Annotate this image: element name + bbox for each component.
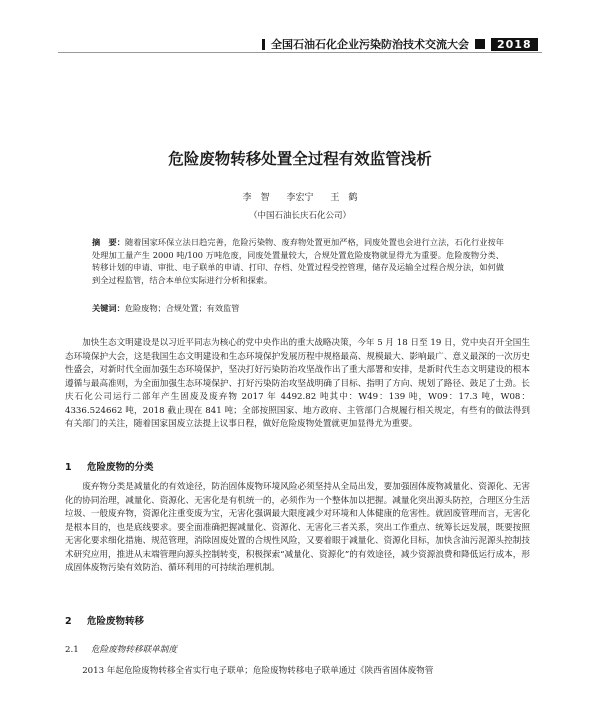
abstract-text: 随着国家环保立法日趋完善，危险污染物、废弃物处置更加严格，同废处置也会进行立法，石化行业按年处理加工量产生 2000 吨/100 万吨危废，同废处置量较大，合规处置危险废物就显得尤为重要。危险废物分类、转移计划的申请、审批、电子联单的申请、打印、存档、处置过程受控管理，储存及运输全过程合规分法，如何做到全过程监管，结合本单位实际进行分析和探索。: [92, 237, 504, 285]
abstract-label: 摘 要：: [92, 237, 125, 247]
conference-header: [262, 36, 600, 52]
keywords: [92, 303, 504, 314]
abstract: [92, 236, 504, 286]
intro-paragraph: 加快生态文明建设是以习近平同志为核心的党中央作出的重大战略决策，今年 5 月 18 日至 19 日，党中央召开全国生态环境保护大会，这是我国生态文明建设和生态环境保护发展历程中规格最高、规模最大、影响最广、意义最深的一次历史性盛会，对新时代全面加强生态环境保护，坚决打好污染防治攻坚战作出了重大部署和安排，是新时代生态文明建设的根本遵循与最高准则，为全面加强生态环境保护、打好污染防治攻坚战明确了目标、指明了方向、规划了路径、鼓足了士劲。长庆石化公司运行二部年产生固废及废弃物 2017 年 4492.82 吨其中：W49：139 吨，W09：17.3 吨，W08：4336.524662 吨，2018 截止现在 841 吨；全部按照国家、地方政府、主管部门合规履行相关规定，有些有的做法得到有关部门的关注，随着国家国废立法提上议事日程，做好危险废物处置就更加显得尤为重要。: [65, 338, 530, 429]
subsection-number: 2.1: [65, 645, 79, 655]
header-bar-mark: [262, 39, 265, 50]
article-title: 危险废物转移处置全过程有效监管浅析: [168, 150, 432, 168]
conference-name: 全国石油石化企业污染防治技术交流大会: [271, 38, 469, 51]
section-title: 危险废物转移: [87, 616, 145, 627]
subsection-2-1-heading: [65, 643, 177, 655]
subsection-title: 危险废物转移联单制度: [91, 645, 177, 655]
conference-year: 2018: [491, 38, 538, 51]
subsection-2-1-paragraph: 2013 年起危险废物转移全省实行电子联单；危险废物转移电子联单通过《陕西省固体废物管: [82, 666, 434, 676]
section-1-heading: [65, 459, 154, 473]
section-number: 2: [65, 616, 72, 627]
keywords-label: 关键词：: [92, 303, 125, 313]
keywords-text: 危险废物；合规处置；有效监管: [124, 303, 240, 313]
author-name: 王 鹤: [330, 193, 358, 203]
header-rule: [58, 52, 542, 53]
section-number: 1: [65, 462, 72, 473]
square-icon: [475, 39, 485, 49]
section-1-paragraph: 废弃物分类是减量化的有效途径，防治固体废物环境风险必须坚持从全局出发，要加强固体废物减量化、资源化、无害化的协同治理，减量化、资源化、无害化是有机统一的，必须作为一个整体加以把握。减量化突出源头防控，合理区分生活垃圾、一般废弃物，资源化注重变废为宝，无害化强调最大限度减少对环境和人体健康的危害性。就固废管理而言，无害化是根本目的，也是底线要求。要全面准确把握减量化、资源化、无害化三者关系，突出工作重点、统筹长远发展，既要按照无害化要求细化措施、规范管理，消除固废处置的合规性风险，又要着眼于减量化、资源化目标，加快含油污泥源头控制技术研究应用，推进从末端管理向源头控制转变，积极探索“减量化、资源化”的有效途径，减少资源浪费和降低运行成本，形成固体废物污染有效防治、循环利用的可持续治理机制。: [65, 482, 530, 573]
author-name: 李宏宁: [286, 193, 314, 203]
author-list: [0, 190, 600, 203]
author-name: 李 智: [242, 193, 270, 203]
author-affiliation: （中国石油长庆石化公司）: [248, 211, 351, 221]
section-title: 危险废物的分类: [87, 462, 154, 473]
section-2-heading: [65, 613, 144, 627]
